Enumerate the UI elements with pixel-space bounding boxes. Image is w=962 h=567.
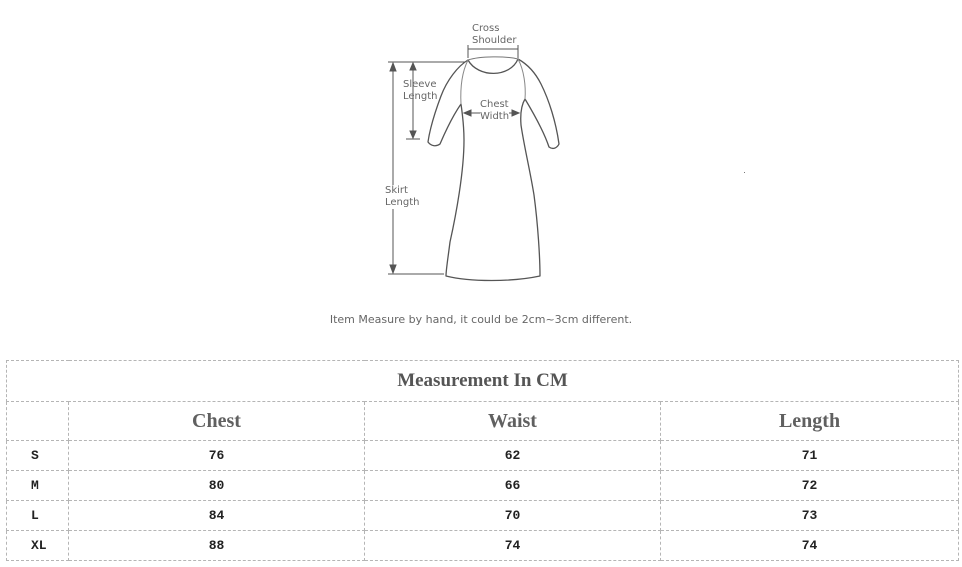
header-waist: Waist [365,402,661,441]
chest-cell: 84 [69,501,365,531]
sleeve-length-label: Sleeve Length [403,79,438,102]
header-length: Length [661,402,959,441]
size-chart-table [6,360,959,561]
size-cell: M [7,471,69,501]
header-size [7,402,69,441]
table-header-row [7,402,959,441]
table-row [7,441,959,471]
waist-cell: 66 [365,471,661,501]
measurement-note: Item Measure by hand, it could be 2cm~3cm different. [329,313,633,326]
table-row [7,531,959,561]
length-cell: 73 [661,501,959,531]
length-cell: 71 [661,441,959,471]
table-title: Measurement In CM [7,361,959,402]
dress-outline [428,59,559,281]
size-cell: L [7,501,69,531]
table-title-row [7,361,959,402]
length-cell: 74 [661,531,959,561]
skirt-length-label: Skirt Length [385,185,420,208]
chest-cell: 76 [69,441,365,471]
waist-cell: 62 [365,441,661,471]
chest-width-label: Chest Width [480,99,510,122]
size-cell: S [7,441,69,471]
neckline [468,59,518,73]
chest-cell: 80 [69,471,365,501]
size-cell: XL [7,531,69,561]
table-row [7,501,959,531]
cross-shoulder-label: Cross Shoulder [472,23,517,46]
chest-cell: 88 [69,531,365,561]
waist-cell: 74 [365,531,661,561]
waist-cell: 70 [365,501,661,531]
length-cell: 72 [661,471,959,501]
stray-dot [744,172,745,173]
header-chest: Chest [69,402,365,441]
table-row [7,471,959,501]
